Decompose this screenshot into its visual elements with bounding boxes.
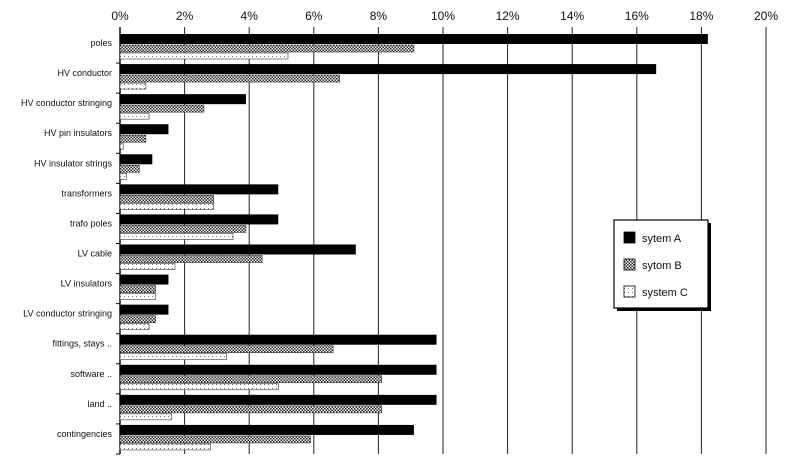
- y-axis-categories: [21, 38, 120, 454]
- x-tick-label-2: 4%: [240, 9, 258, 23]
- x-tick-label-6: 12%: [495, 9, 520, 23]
- bar-0-2: [120, 94, 246, 104]
- bar-1-1: [120, 75, 340, 82]
- bar-1-8: [120, 286, 156, 293]
- category-label-13: contingencies: [56, 428, 112, 439]
- category-label-0: poles: [90, 38, 112, 48]
- category-label-2: HV conductor stringing: [20, 98, 112, 109]
- category-label-7: LV cable: [77, 248, 112, 259]
- bar-2-11: [120, 384, 278, 390]
- bar-0-13: [120, 425, 414, 435]
- category-label-8: LV insulators: [60, 278, 112, 289]
- bar-0-11: [120, 365, 437, 375]
- x-tick-label-8: 16%: [624, 9, 649, 23]
- legend-shadow: [617, 308, 711, 311]
- bar-1-10: [120, 346, 333, 353]
- bar-1-3: [120, 135, 146, 142]
- category-label-9: LV conductor stringing: [23, 308, 112, 319]
- x-tick-label-5: 10%: [430, 9, 456, 23]
- bar-1-6: [120, 225, 246, 232]
- bar-2-0: [120, 53, 288, 59]
- bar-1-9: [120, 316, 156, 323]
- bar-1-0: [120, 45, 414, 52]
- bar-2-13: [120, 444, 210, 450]
- bar-0-7: [120, 245, 356, 255]
- bar-1-5: [120, 195, 214, 202]
- bar-2-12: [120, 414, 172, 420]
- bar-2-6: [120, 233, 233, 239]
- x-tick-label-10: 20%: [753, 9, 779, 23]
- x-tick-label-7: 14%: [560, 9, 585, 23]
- bar-2-7: [120, 264, 175, 270]
- category-label-5: transformers: [61, 188, 112, 199]
- bar-2-10: [120, 354, 227, 360]
- bar-2-4: [120, 173, 126, 179]
- bar-0-10: [120, 335, 437, 345]
- bar-1-4: [120, 165, 139, 172]
- x-tick-label-3: 6%: [305, 9, 323, 23]
- x-tick-label-0: 0%: [111, 9, 129, 23]
- x-tick-label-1: 2%: [175, 9, 194, 23]
- bar-2-9: [120, 324, 149, 330]
- legend-label-2: system C: [642, 287, 688, 299]
- legend: [614, 220, 711, 311]
- legend-label-0: sytem A: [642, 233, 682, 245]
- bar-0-6: [120, 214, 278, 224]
- legend-shadow-side: [708, 223, 711, 311]
- bar-0-0: [120, 34, 708, 44]
- bar-1-11: [120, 376, 382, 383]
- category-label-11: software ..: [70, 368, 112, 379]
- bar-0-4: [120, 154, 152, 164]
- bar-1-13: [120, 436, 311, 443]
- bar-0-3: [120, 124, 168, 134]
- category-label-3: HV pin insulators: [43, 128, 112, 139]
- bar-0-12: [120, 395, 437, 405]
- bar-1-7: [120, 256, 262, 263]
- bar-2-5: [120, 203, 214, 209]
- bar-2-1: [120, 83, 146, 89]
- bar-0-9: [120, 305, 168, 315]
- bar-0-8: [120, 275, 168, 285]
- x-tick-label-4: 8%: [369, 9, 388, 23]
- category-label-10: fittings, stays ..: [52, 338, 112, 349]
- bar-2-2: [120, 113, 149, 119]
- category-label-4: HV insulator strings: [33, 158, 112, 169]
- bar-2-3: [120, 143, 123, 149]
- category-label-12: land ..: [87, 398, 112, 409]
- legend-swatch-0: [624, 232, 635, 243]
- bar-0-5: [120, 184, 278, 194]
- x-axis-ticks: [111, 9, 778, 23]
- bar-1-2: [120, 105, 204, 112]
- bar-1-12: [120, 406, 382, 413]
- legend-swatch-1: [624, 259, 635, 270]
- category-label-1: HV conductor: [57, 68, 112, 79]
- legend-label-1: sytom B: [642, 260, 682, 272]
- legend-swatch-2: [624, 286, 635, 297]
- category-label-6: trafo poles: [69, 218, 112, 229]
- bar-0-1: [120, 64, 656, 74]
- x-tick-label-9: 18%: [689, 9, 714, 23]
- bar-2-8: [120, 294, 156, 300]
